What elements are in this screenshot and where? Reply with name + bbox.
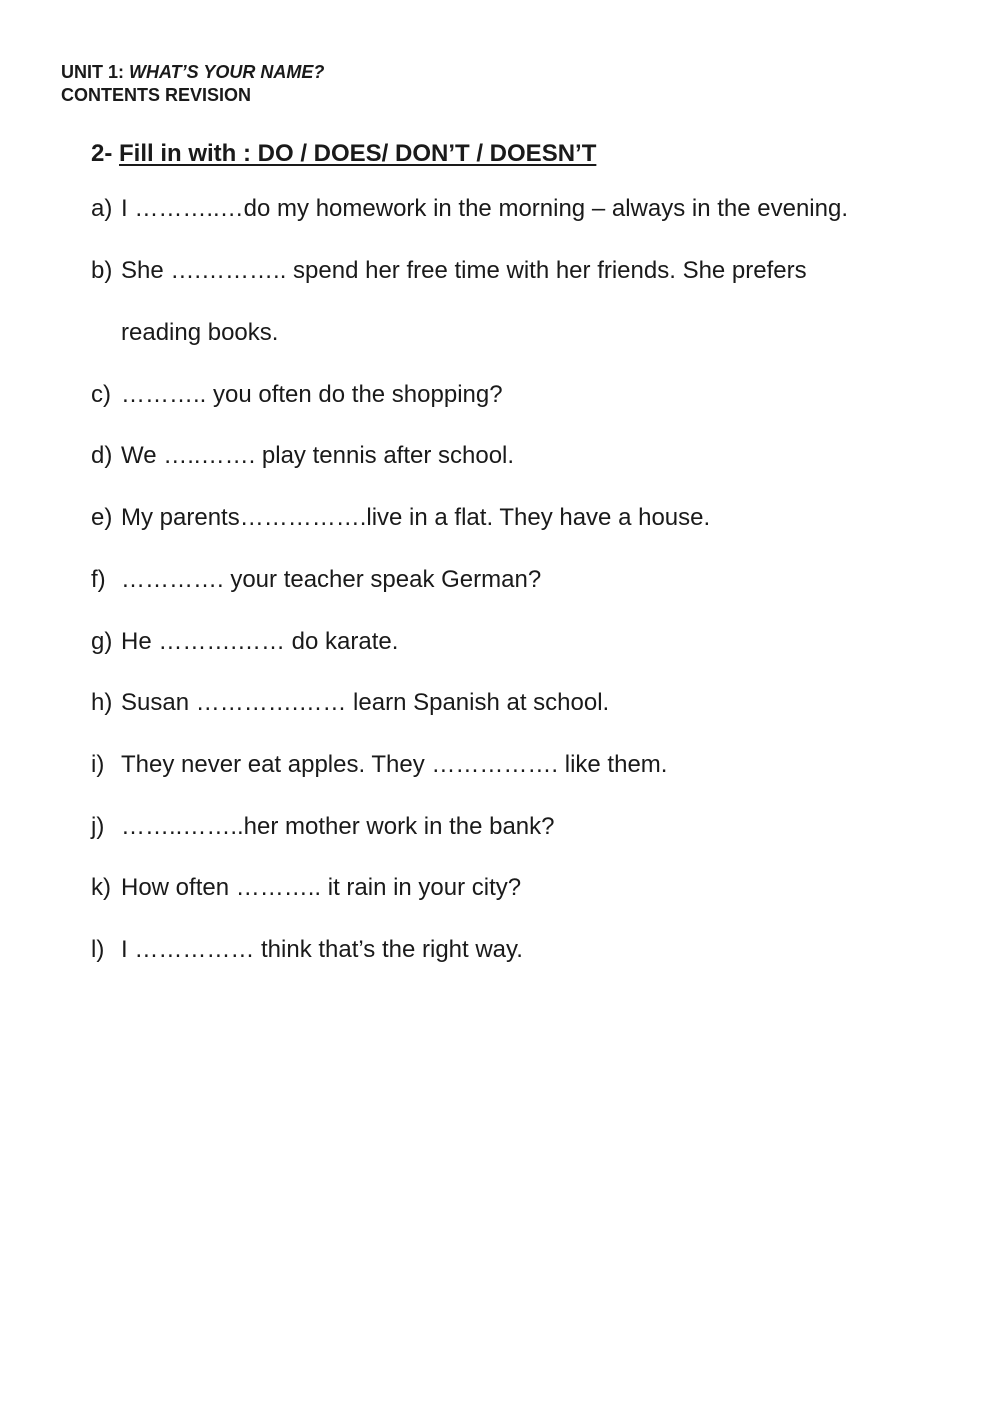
item-letter: g) bbox=[91, 628, 113, 655]
item-sentence: He ……….…… do karate. bbox=[121, 628, 399, 655]
exercise-number: 2- bbox=[91, 140, 113, 167]
item-letter: i) bbox=[91, 751, 105, 778]
exercise-item-g bbox=[91, 628, 398, 656]
item-sentence: How often ……….. it rain in your city? bbox=[121, 874, 522, 901]
item-letter: l) bbox=[91, 936, 105, 963]
item-letter: f) bbox=[91, 566, 106, 593]
exercise-item-l bbox=[91, 936, 523, 964]
item-sentence: She ….……….. spend her free time with her friends. She prefers bbox=[121, 257, 807, 284]
item-sentence: …………. your teacher speak German? bbox=[121, 566, 542, 593]
exercise-item-d bbox=[91, 442, 514, 470]
exercise-item-a bbox=[91, 195, 848, 223]
item-sentence: My parents…………….live in a flat. They have a house. bbox=[121, 504, 711, 531]
exercise-item-e bbox=[91, 504, 710, 532]
item-letter: e) bbox=[91, 504, 113, 531]
item-letter: a) bbox=[91, 195, 113, 222]
item-letter: h) bbox=[91, 689, 113, 716]
exercise-heading bbox=[91, 140, 596, 168]
exercise-item-i bbox=[91, 751, 667, 779]
item-sentence: ……….. you often do the shopping? bbox=[121, 381, 503, 408]
exercise-item-f bbox=[91, 566, 541, 594]
item-sentence: I …………… think that’s the right way. bbox=[121, 936, 523, 963]
item-sentence: ……..……..her mother work in the bank? bbox=[121, 813, 555, 840]
worksheet-subtitle: CONTENTS REVISION bbox=[61, 85, 252, 105]
exercise-item-b bbox=[91, 257, 807, 285]
exercise-item-k bbox=[91, 874, 521, 902]
item-sentence: I ………..…do my homework in the morning – always in the evening. bbox=[121, 195, 848, 222]
unit-title: WHAT’S YOUR NAME? bbox=[129, 62, 325, 82]
unit-line bbox=[61, 61, 324, 84]
item-letter: b) bbox=[91, 257, 113, 284]
worksheet-header bbox=[61, 61, 324, 107]
item-letter: k) bbox=[91, 874, 111, 901]
exercise-item-c bbox=[91, 381, 503, 409]
item-sentence: They never eat apples. They ……………. like them. bbox=[121, 751, 668, 778]
unit-label: UNIT 1: bbox=[61, 62, 124, 82]
item-sentence: We …..……. play tennis after school. bbox=[121, 442, 515, 469]
exercise-instruction: Fill in with : DO / DOES/ DON’T / DOESN’T bbox=[119, 140, 597, 167]
exercise-item-h bbox=[91, 689, 609, 717]
item-letter: d) bbox=[91, 442, 113, 469]
item-letter: j) bbox=[91, 813, 105, 840]
exercise-item-j bbox=[91, 813, 555, 841]
item-b-continuation: reading books. bbox=[121, 319, 279, 346]
item-sentence: Susan ………….…… learn Spanish at school. bbox=[121, 689, 610, 716]
item-letter: c) bbox=[91, 381, 111, 408]
